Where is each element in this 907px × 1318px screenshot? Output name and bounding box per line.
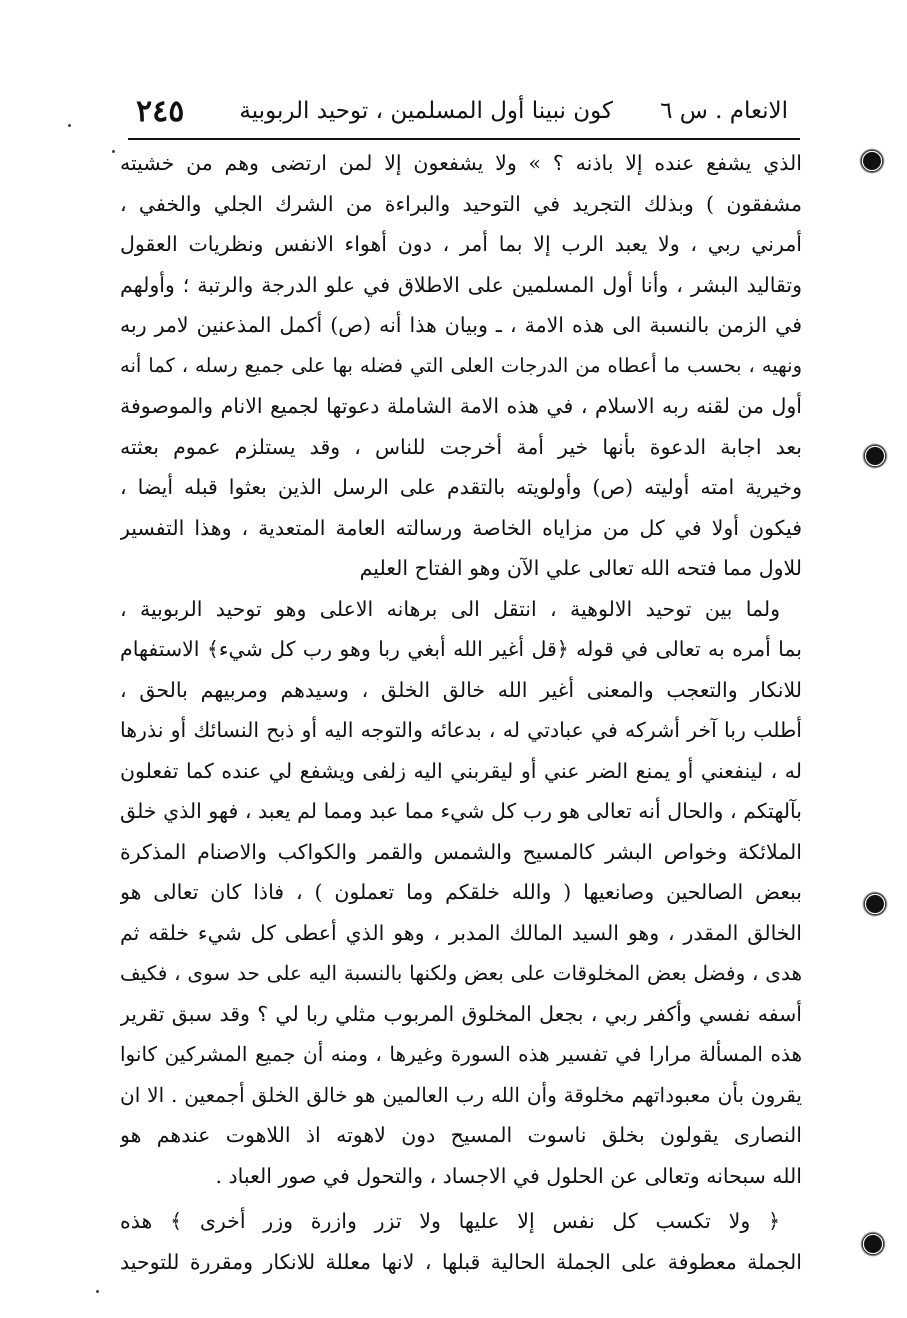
text-line: وخيرية امته أوليته (ص) وأولويته بالتقدم على الرسل الذين بعثوا قبله أيضا ،: [120, 475, 802, 499]
page-number: ٢٤٥: [136, 94, 185, 129]
text-line: ونهيه ، بحسب ما أعطاه من الدرجات العلى التي فضله بها على جميع رسله ، كما أنه: [120, 353, 802, 377]
text-line: في الزمن بالنسبة الى هذه الامة ، ـ وبيان هذا أنه (ص) أكمل المذعنين لامر ربه: [120, 313, 802, 337]
header-rule: [128, 138, 800, 140]
text-line: الجملة معطوفة على الجملة الحالية قبلها ، لانها معللة للانكار ومقررة للتوحيد: [120, 1249, 802, 1274]
text-line: مشفقون ) وبذلك التجريد في التوحيد والبراءة من الشرك الجلي والخفي ،: [120, 191, 802, 216]
scan-speck: [96, 1290, 99, 1293]
text-line: بعد اجابة الدعوة بأنها خير أمة أخرجت للناس ، وقد يستلزم عموم بعثته: [120, 434, 802, 459]
text-line: الذي يشفع عنده إلا باذنه ؟ » ولا يشفعون إلا لمن ارتضى وهم من خشيته: [120, 151, 802, 175]
text-line: الخالق المقدر ، وهو السيد المالك المدبر ، وهو الذي أعطى كل شيء خلقه ثم: [120, 920, 802, 945]
text-line: فيكون أولا في كل من مزاياه الخاصة ورسالته العامة المتعدية ، وهذا التفسير: [120, 515, 802, 540]
body-text: [120, 143, 802, 1282]
text-line: أسفه نفسي وأكفر ربي ، بجعل المخلوق المربوب مثلي ربا لي ؟ وقد سبق تقرير: [120, 1001, 802, 1026]
surah-reference: الانعام . س ٦: [660, 98, 788, 124]
text-line: أطلب ربا آخر أشركه في عبادتي له ، بدعائه والتوجه اليه أو ذبح النسائك أو نذرها: [120, 718, 802, 742]
scan-speck: [68, 124, 71, 127]
margin-ornament: [864, 1235, 882, 1253]
text-line: للانكار والتعجب والمعنى أغير الله خالق الخلق ، وسيدهم ومربيهم بالحق ،: [120, 677, 802, 702]
running-header: [128, 96, 798, 136]
text-line: أمرني ربي ، ولا يعبد الرب إلا بما أمر ، دون أهواء الانفس ونظريات العقول: [120, 232, 802, 256]
text-line: الله سبحانه وتعالى عن الحلول في الاجساد ، والتحول في صور العباد .: [215, 1163, 802, 1188]
text-line: أول من لقنه ربه الاسلام ، في هذه الامة الشاملة دعوتها لجميع الانام والموصوفة: [120, 394, 802, 418]
text-line: بما أمره به تعالى في قوله ﴿قل أغير الله أبغي ربا وهو رب كل شيء﴾ الاستفهام: [120, 637, 802, 661]
text-line: هذه المسألة مرارا في تفسير هذه السورة وغيرها ، ومنه أن جميع المشركين كانوا: [120, 1042, 802, 1066]
text-line: النصارى يقولون بخلق ناسوت المسيح دون لاهوته اذ اللاهوت عندهم هو: [120, 1123, 802, 1147]
chapter-title: كون نبينا أول المسلمين ، توحيد الربوبية: [239, 98, 613, 124]
verse-line: ﴿ ولا تكسب كل نفس إلا عليها ولا تزر وازرة وزر أخرى ﴾ هذه: [120, 1209, 780, 1233]
paragraph-start-line: ولما بين توحيد الالوهية ، انتقل الى برهانه الاعلى وهو توحيد الربوبية ،: [120, 596, 780, 621]
margin-ornament: [866, 895, 884, 913]
text-line: ببعض الصالحين وصانعيها ( والله خلقكم وما تعملون ) ، فاذا كان تعالى هو: [120, 880, 802, 904]
text-line: له ، لينفعني أو يمنع الضر عني أو ليقربني اليه زلفى ويشفع لي عنده كما تفعلون: [120, 758, 802, 783]
text-line: هدى ، وفضل بعض المخلوقات على بعض ولكنها بالنسبة اليه على حد سوى ، فكيف: [120, 961, 802, 985]
text-line: للاول مما فتحه الله تعالى علي الآن وهو الفتاح العليم: [359, 556, 802, 580]
text-line: بآلهتكم ، والحال أنه تعالى هو رب كل شيء مما عبد ومما لم يعبد ، فهو الذي خلق: [120, 799, 802, 823]
scan-speck: [112, 150, 115, 153]
margin-ornament: [866, 447, 884, 465]
text-line: يقرون بأن معبوداتهم مخلوقة وأن الله رب العالمين هو خالق الخلق أجمعين . الا ان: [120, 1082, 802, 1107]
text-line: الملائكة وخواص البشر كالمسيح والشمس والقمر والكواكب والاصنام المذكرة: [120, 839, 802, 864]
text-line: وتقاليد البشر ، وأنا أول المسلمين على الاطلاق في علو الدرجة والرتبة ؛ وأولهم: [120, 272, 802, 297]
margin-ornament: [863, 152, 881, 170]
